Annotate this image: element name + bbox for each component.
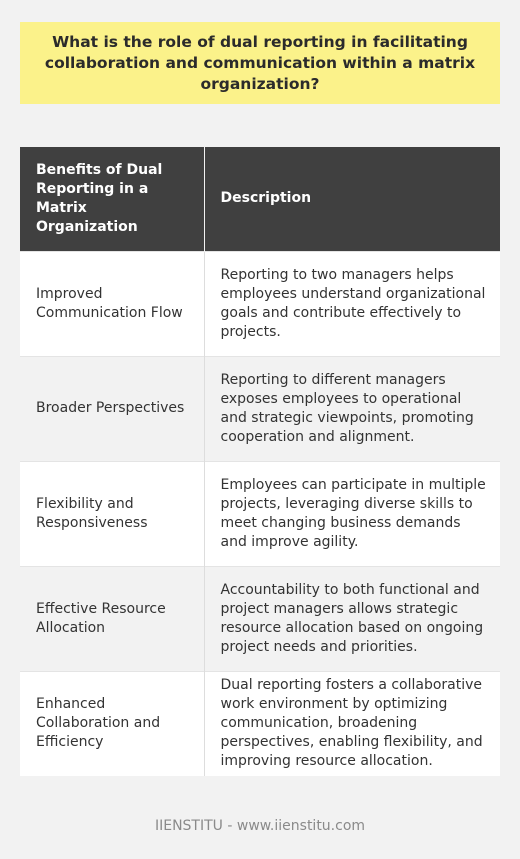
description-cell: Reporting to different managers exposes employees to operational and strategic viewpoints, promoting cooperation and alignment. — [204, 356, 500, 461]
column-header-benefits: Benefits of Dual Reporting in a Matrix Organization — [20, 147, 204, 251]
table-row — [20, 671, 500, 776]
benefit-cell: Improved Communication Flow — [20, 251, 204, 356]
table-row — [20, 356, 500, 461]
table-row — [20, 461, 500, 566]
title-banner — [20, 22, 500, 104]
description-cell: Dual reporting fosters a collaborative work environment by optimizing communication, broadening perspectives, enabling flexibility, and improving resource allocation. — [204, 671, 500, 776]
description-cell: Employees can participate in multiple projects, leveraging diverse skills to meet changing business demands and improve agility. — [204, 461, 500, 566]
footer-credit: IIENSTITU - www.iienstitu.com — [154, 818, 366, 834]
table-row — [20, 251, 500, 356]
description-cell: Reporting to two managers helps employees understand organizational goals and contribute effectively to projects. — [204, 251, 500, 356]
benefit-cell: Effective Resource Allocation — [20, 566, 204, 671]
description-cell: Accountability to both functional and project managers allows strategic resource allocation based on ongoing project needs and priorities. — [204, 566, 500, 671]
page-title: What is the role of dual reporting in facilitating collaboration and communication within a matrix organization? — [44, 32, 476, 93]
benefit-cell: Broader Perspectives — [20, 356, 204, 461]
column-header-description: Description — [204, 147, 500, 251]
benefits-table — [20, 147, 500, 776]
benefit-cell: Flexibility and Responsiveness — [20, 461, 204, 566]
benefit-cell: Enhanced Collaboration and Efficiency — [20, 671, 204, 776]
table-row — [20, 566, 500, 671]
table-header-row — [20, 147, 500, 251]
